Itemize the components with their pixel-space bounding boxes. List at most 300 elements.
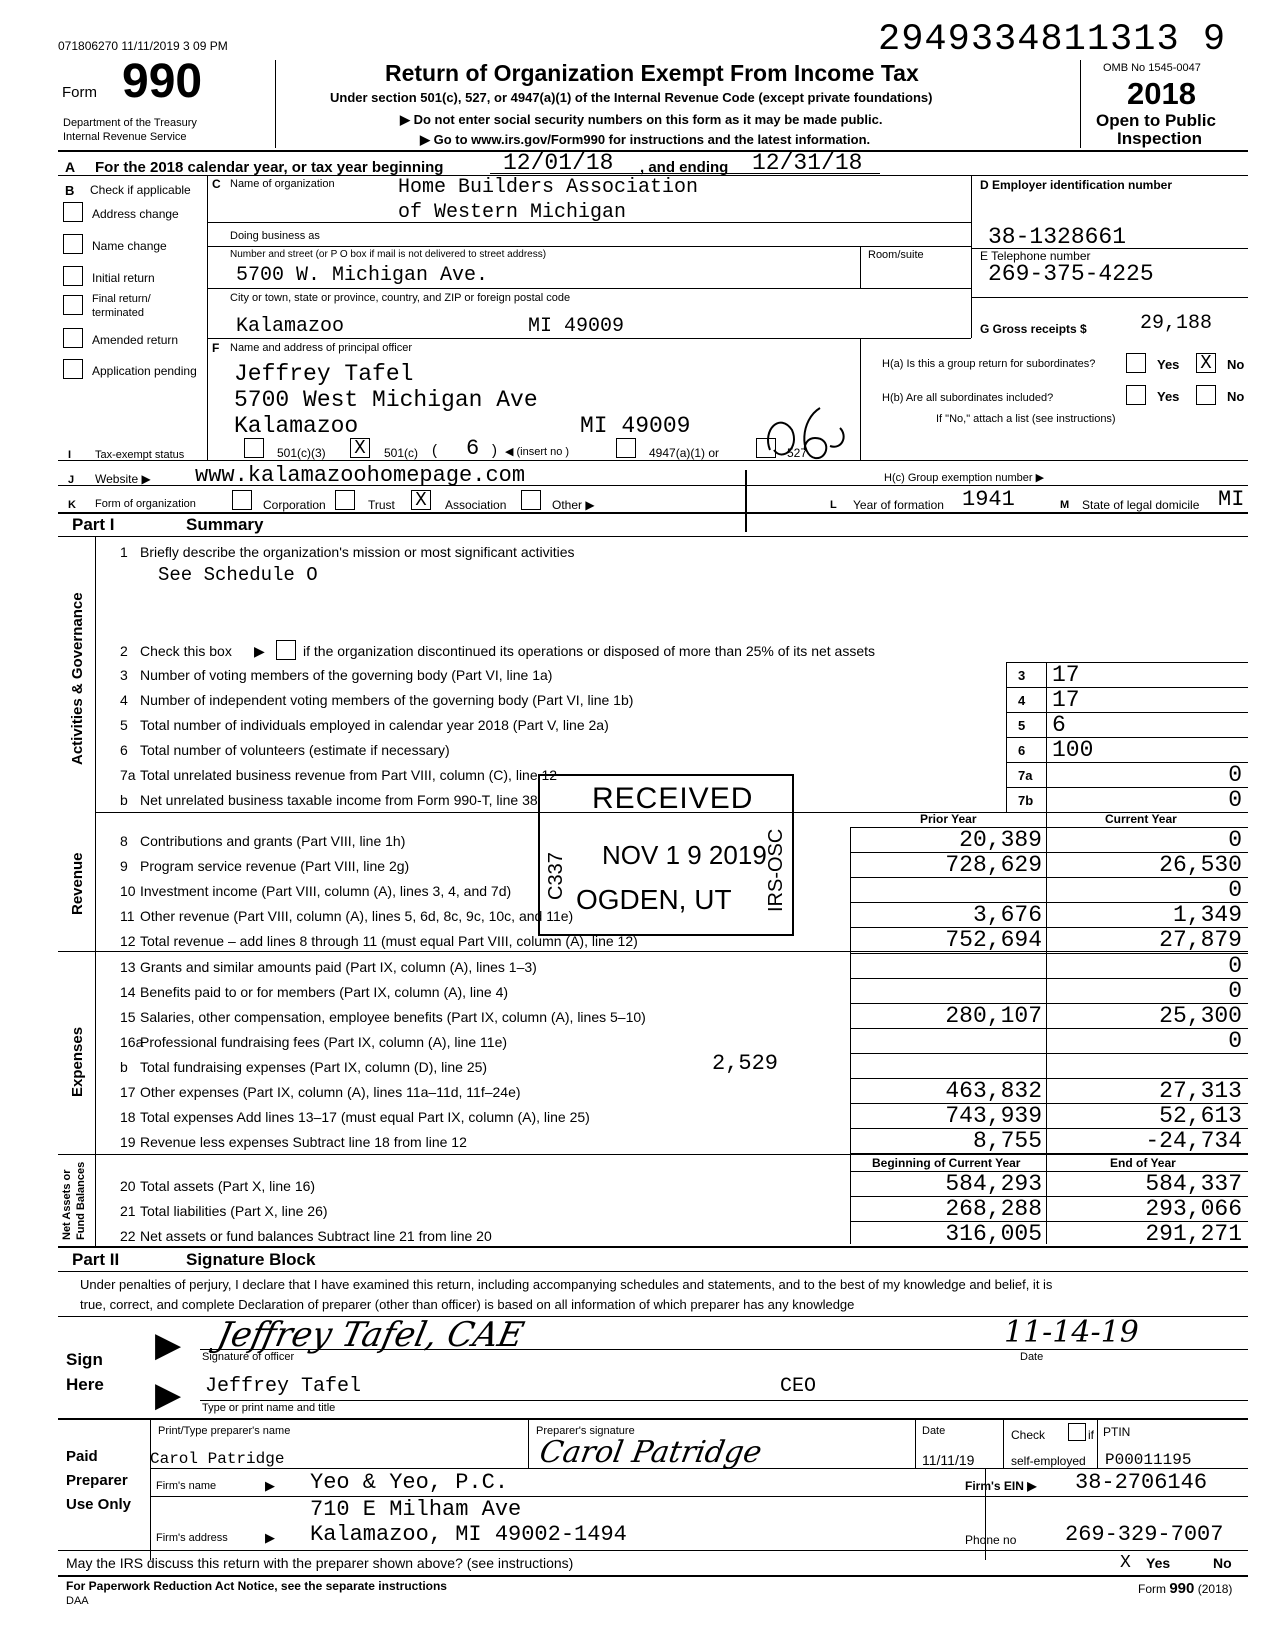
gov-line-text: Number of voting members of the governing body (Part VI, line 1a) [140,667,553,683]
rule [850,953,1248,954]
divider [528,1418,529,1468]
net-asset-line-number: 21 [120,1203,136,1219]
received-stamp [538,774,794,936]
rule [1006,712,1248,713]
col-end-year: End of Year [1110,1156,1176,1170]
ptin-value[interactable]: P00011195 [1105,1451,1192,1469]
and-ending: , and ending [640,159,729,176]
summary-line-text: Total expenses Add lines 13–17 (must equal Part IX, column (A), line 25) [140,1109,590,1125]
officer-printed-title[interactable]: CEO [780,1375,817,1398]
line-2-text-a: Check this box [140,643,232,659]
part2-label: Part II [72,1250,120,1269]
summary-line-text: Investment income (Part VIII, column (A), lines 3, 4, and 7d) [140,883,512,899]
side-label-revenue: Revenue [69,852,86,915]
hb-yes-checkbox[interactable] [1126,385,1146,405]
timestamp: 071806270 11/11/2019 3 09 PM [58,39,228,53]
ha-no-checkbox[interactable]: X [1196,353,1216,373]
street-label: Number and street (or P O box if mail is not delivered to street address) [230,249,547,260]
summary-line-text: Other expenses (Part IX, column (A), lines 11a–11d, 11f–24e) [140,1084,521,1100]
form-word: Form [62,84,97,101]
org-name-label: Name of organization [230,178,335,190]
gov-line-box: 4 [1018,693,1026,708]
discontinued-checkbox[interactable] [276,640,296,660]
checkbox-label: Final return/ terminated [92,293,151,319]
gov-line-value[interactable]: 0 [1228,787,1242,813]
rule [207,246,971,247]
current-year-value[interactable]: 26,530 [1159,852,1242,878]
col-current-year: Current Year [1105,812,1177,826]
divider [850,827,851,1154]
firm-ein-label: Firm's EIN ▶ [965,1479,1037,1493]
rule [490,173,880,174]
summary-line-number: 18 [120,1109,136,1125]
prior-year-value[interactable]: 743,939 [945,1103,1042,1129]
summary-line-number: 8 [120,833,128,849]
self-employed-checkbox[interactable] [1068,1423,1086,1441]
line-i-label: I [68,449,72,461]
rule [58,1550,1248,1551]
begin-year-value[interactable]: 584,293 [945,1171,1042,1197]
divider [860,246,861,288]
rule [1006,737,1248,738]
summary-line-number: 12 [120,933,136,949]
current-year-value[interactable]: 0 [1228,877,1242,903]
gov-line-value[interactable]: 6 [1052,712,1066,738]
penalty-text-2: true, correct, and complete Declaration of preparer (other than officer) is based on all information of which preparer has any knowledge [80,1297,855,1312]
summary-line-text: Professional fundraising fees (Part IX, column (A), line 11e) [140,1034,508,1050]
end-year-value[interactable]: 291,271 [1145,1221,1242,1247]
org-form-title: Form of organization [95,498,196,510]
current-year-value[interactable]: 0 [1228,953,1242,979]
gov-line-value[interactable]: 17 [1052,687,1080,713]
checkbox-label: Application pending [92,364,197,378]
rule [207,222,971,223]
gov-line-number: b [120,792,128,808]
officer-city[interactable]: Kalamazoo [234,413,359,439]
divider [850,1154,851,1244]
street-address[interactable]: 5700 W. Michigan Ave. [236,264,489,287]
501c3-label: 501(c)(3) [277,446,326,460]
firm-address-2[interactable]: Kalamazoo, MI 49002-1494 [310,1522,627,1547]
dept-treasury: Department of the Treasury [63,117,197,129]
end-year-value[interactable]: 293,066 [1145,1196,1242,1222]
form-title: Return of Organization Exempt From Income Tax [385,60,919,86]
prior-year-value[interactable]: 20,389 [959,827,1042,853]
gross-receipts-label: G Gross receipts $ [980,322,1087,336]
phone-no-label: Phone no [965,1533,1017,1547]
no-label: No [1227,389,1245,404]
ssn-notice: ▶ Do not enter social security numbers on this form as it may be made public. [400,112,883,127]
checkbox-label: Name change [92,239,167,253]
divider [275,60,276,148]
side-label-expenses: Expenses [69,1026,86,1097]
year-formation-label: Year of formation [853,498,944,512]
use-only-label: Use Only [66,1496,132,1513]
summary-line-number: 17 [120,1084,136,1100]
name-change-checkbox[interactable] [63,234,83,254]
501c-type[interactable]: 6 [466,436,480,461]
rule [58,1246,1248,1248]
side-label-activities: Activities & Governance [69,592,86,765]
gov-line-box: 5 [1018,718,1026,733]
rule [58,536,1248,537]
summary-line-text: Total revenue – add lines 8 through 11 (must equal Part VIII, column (A), line 12) [140,933,638,949]
current-year-value[interactable]: 0 [1228,827,1242,853]
rule [58,1575,1248,1577]
signature-label: Signature of officer [202,1351,295,1363]
rule [1006,662,1248,663]
no-label: No [1227,357,1245,372]
phone-value[interactable]: 269-375-4225 [988,261,1154,287]
ptin-label: PTIN [1103,1425,1131,1439]
gov-line-value[interactable]: 100 [1052,737,1094,763]
tax-year-begin[interactable]: 12/01/18 [503,150,614,176]
paperwork-notice: For Paperwork Reduction Act Notice, see the separate instructions [66,1579,447,1593]
arrow: ▶ [265,1478,275,1493]
501c3-checkbox[interactable] [244,438,264,458]
stamp-left-code: C337 [545,852,567,900]
rule [200,1349,1248,1350]
gov-line-number: 7a [120,767,136,783]
prep-date[interactable]: 11/11/19 [922,1452,975,1468]
divider [971,175,972,338]
gov-line-number: 4 [120,692,128,708]
association-label: Association [445,498,507,512]
prior-year-value[interactable]: 8,755 [972,1128,1042,1154]
hc-label: H(c) Group exemption number ▶ [884,472,1045,484]
room-label: Room/suite [868,249,924,261]
rule [850,877,1248,878]
ein-label: D Employer identification number [980,178,1173,192]
ha-question: H(a) Is this a group return for subordinates? [882,358,1096,370]
rule [200,1400,1248,1401]
preparer-name[interactable]: Carol Patridge [150,1450,285,1468]
association-checkbox[interactable]: X [411,490,431,510]
gov-line-text: Total number of individuals employed in calendar year 2018 (Part V, line 2a) [140,717,609,733]
check-label: Check [1011,1428,1046,1442]
divider [150,1418,151,1560]
preparer-signature[interactable]: Carol Patridge [537,1435,765,1470]
rule [58,485,1248,486]
current-year-value[interactable]: 0 [1228,978,1242,1004]
rule [58,512,1248,514]
prior-year-value[interactable]: 728,629 [945,852,1042,878]
rule [207,288,971,289]
summary-line-number: 16a [120,1034,144,1050]
summary-line-number: 19 [120,1134,136,1150]
501c-checkbox[interactable]: X [350,438,370,458]
discuss-yes-mark[interactable]: X [1120,1553,1131,1573]
begin-year-value[interactable]: 268,288 [945,1196,1042,1222]
net-asset-line-number: 22 [120,1228,136,1244]
firm-phone[interactable]: 269-329-7007 [1065,1522,1224,1547]
line-2-number: 2 [120,643,128,659]
amended-return-checkbox[interactable] [63,328,83,348]
4947-checkbox[interactable] [616,438,636,458]
section-b-label: B [65,183,75,198]
prep-date-label: Date [922,1425,946,1437]
4947-label: 4947(a)(1) or [649,446,720,460]
firm-name[interactable]: Yeo & Yeo, P.C. [310,1470,509,1495]
website-url[interactable]: www.kalamazoohomepage.com [195,463,526,488]
firm-ein[interactable]: 38-2706146 [1075,1470,1208,1495]
discuss-yes-label: Yes [1146,1555,1171,1571]
firm-address-1[interactable]: 710 E Milham Ave [310,1497,522,1522]
application-pending-checkbox[interactable] [63,359,83,379]
arrow: ▶ [265,1530,275,1545]
sign-label: Sign [66,1350,103,1369]
rule [58,150,1248,152]
corporation-label: Corporation [263,498,326,512]
tax-year: 2018 [1127,76,1196,111]
mission-value[interactable]: See Schedule O [158,564,318,586]
line-a-text: For the 2018 calendar year, or tax year beginning [95,159,444,176]
inspection: Inspection [1117,129,1203,148]
discuss-question: May the IRS discuss this return with the preparer shown above? (see instructions) [66,1555,574,1571]
paren: ( [432,442,437,459]
gov-line-text: Net unrelated business taxable income from Form 990-T, line 38 [140,792,538,808]
col-prior-year: Prior Year [920,812,977,826]
stamp-city: OGDEN, UT [576,884,732,915]
current-year-value[interactable]: -24,734 [1145,1128,1242,1154]
form-subtitle: Under section 501(c), 527, or 4947(a)(1) of the Internal Revenue Code (except private foundations) [330,90,933,105]
summary-line-number: 10 [120,883,136,899]
rule [58,460,1248,461]
gov-line-text: Total number of volunteers (estimate if necessary) [140,742,450,758]
open-public: Open to Public [1096,111,1216,130]
section-f-label: F [212,341,220,355]
city[interactable]: Kalamazoo [236,315,345,338]
net-asset-line-text: Total liabilities (Part X, line 26) [140,1203,328,1219]
line-m-label: M [1060,499,1070,511]
website-title: Website ▶ [95,472,151,486]
summary-line-number: 14 [120,984,136,1000]
part2-title: Signature Block [186,1250,316,1269]
section-c-label: C [212,177,221,191]
hb-note: If "No," attach a list (see instructions) [936,413,1116,425]
current-year-value[interactable]: 25,300 [1159,1003,1242,1029]
rule [58,1271,1248,1272]
line-j-label: J [68,474,75,486]
divider [860,338,861,460]
summary-line-text: Total fundraising expenses (Part IX, column (D), line 25) [140,1059,488,1075]
net-asset-line-text: Net assets or fund balances Subtract line 21 from line 20 [140,1228,492,1244]
firm-name-label: Firm's name [156,1480,217,1492]
address-change-checkbox[interactable] [63,202,83,222]
sign-arrow-icon: ▶ [155,1376,182,1414]
gov-line-box: 3 [1018,668,1026,683]
fundraising-expense-16b[interactable]: 2,529 [712,1051,779,1076]
date-label: Date [1020,1351,1044,1363]
stamp-received: RECEIVED [592,782,754,815]
rule [850,1053,1248,1054]
domicile-label: State of legal domicile [1082,498,1200,512]
summary-line-text: Contributions and grants (Part VIII, line 1h) [140,833,406,849]
city-label: City or town, state or province, country, and ZIP or foreign postal code [230,292,571,304]
checkbox-label: Amended return [92,333,179,347]
stamp-right-code: IRS-OSC [765,828,787,912]
rule [850,1028,1248,1029]
insert-no: ◀ (insert no ) [505,446,570,458]
side-label-net-assets: Net Assets or [61,1169,73,1240]
checkbox-label: Initial return [92,271,155,285]
summary-line-text: Revenue less expenses Subtract line 18 from line 12 [140,1134,467,1150]
side-label-fund-balances: Fund Balances [75,1161,87,1240]
divider [207,175,208,461]
rule [150,1468,1248,1469]
officer-signature[interactable]: Jeffrey Tafel, CAE [213,1315,528,1355]
gov-line-number: 5 [120,717,128,733]
ein-value[interactable]: 38-1328661 [988,224,1127,250]
gross-receipts-value[interactable]: 29,188 [1140,312,1213,335]
yes-label: Yes [1157,357,1180,372]
part1-title: Summary [186,515,264,534]
line-2-text-b: if the organization discontinued its operations or disposed of more than 25% of its net assets [303,643,876,659]
domicile-state[interactable]: MI [1218,487,1245,512]
org-name-2[interactable]: of Western Michigan [398,201,627,224]
paid-label: Paid [66,1448,98,1465]
irs-link[interactable]: ▶ Go to www.irs.gov/Form990 for instructions and the latest information. [420,132,871,147]
gov-line-text: Total unrelated business revenue from Part VIII, column (C), line 12 [140,767,558,783]
rule [58,1418,1248,1420]
divider [1003,1418,1004,1468]
org-name-1[interactable]: Home Builders Association [398,176,699,199]
trust-label: Trust [368,498,395,512]
line-1-number: 1 [120,544,128,560]
divider [915,1418,916,1468]
527-label: 527 [787,446,808,460]
hb-question: H(b) Are all subordinates included? [882,392,1054,404]
rule [1006,687,1248,688]
line-a-label: A [65,159,76,175]
signature-date[interactable]: 11-14-19 [1004,1315,1139,1350]
line-l-label: L [830,499,837,511]
line-k-label: K [68,499,76,511]
year-formation[interactable]: 1941 [962,487,1015,512]
preparer-name-label: Print/Type preparer's name [158,1425,291,1437]
initial-return-checkbox[interactable] [63,266,83,286]
prior-year-value[interactable]: 752,694 [945,927,1042,953]
gov-line-value[interactable]: 17 [1052,662,1080,688]
corporation-checkbox[interactable] [232,490,252,510]
officer-printed-name[interactable]: Jeffrey Tafel [205,1375,362,1398]
end-year-value[interactable]: 584,337 [1145,1171,1242,1197]
trust-checkbox[interactable] [335,490,355,510]
prior-year-value[interactable]: 3,676 [972,902,1042,928]
sign-arrow-icon: ▶ [155,1326,182,1364]
officer-state-zip[interactable]: MI 49009 [580,413,691,439]
summary-line-number: b [120,1059,128,1075]
rule [850,978,1248,979]
discuss-no-label: No [1213,1555,1232,1571]
part1-label: Part I [72,515,115,534]
divider [1046,662,1047,812]
current-year-value[interactable]: 27,879 [1159,927,1242,953]
stamp-date: NOV 1 9 2019 [602,840,767,870]
divider [1046,812,1047,1244]
rule [1006,787,1248,788]
gov-line-text: Number of independent voting members of the governing body (Part VI, line 1b) [140,692,634,708]
rule [971,297,1248,298]
prior-year-value[interactable]: 463,832 [945,1078,1042,1104]
divider [1097,1418,1098,1468]
gov-line-value[interactable]: 0 [1228,762,1242,788]
hb-no-checkbox[interactable] [1196,385,1216,405]
phone-label: E Telephone number [980,249,1091,263]
handwritten-code [760,400,860,470]
summary-line-text: Other revenue (Part VIII, column (A), lines 5, 6d, 8c, 9c, 10c, and 11e) [140,908,574,924]
state-zip[interactable]: MI 49009 [528,315,625,338]
rule [850,827,1248,828]
type-print-label: Type or print name and title [202,1402,336,1414]
checkbox-label: Address change [92,207,179,221]
preparer-sig-label: Preparer's signature [536,1425,635,1437]
other-checkbox[interactable] [521,490,541,510]
penalty-text-1: Under penalties of perjury, I declare that I have examined this return, including accompanying schedules and statements, and to the best of my knowledge and belief, it is [80,1277,1053,1292]
current-year-value[interactable]: 52,613 [1159,1103,1242,1129]
summary-line-number: 9 [120,858,128,874]
current-year-value[interactable]: 1,349 [1172,902,1242,928]
self-employed-label: self-employed [1011,1454,1086,1468]
officer-label: Name and address of principal officer [230,342,413,354]
current-year-value[interactable]: 27,313 [1159,1078,1242,1104]
begin-year-value[interactable]: 316,005 [945,1221,1042,1247]
rule [207,338,971,339]
dept-irs: Internal Revenue Service [63,131,187,143]
summary-line-number: 15 [120,1009,136,1025]
daa-label: DAA [66,1595,89,1607]
divider [1080,60,1081,148]
other-label: Other ▶ [552,498,595,512]
net-asset-line-number: 20 [120,1178,136,1194]
section-b-title: Check if applicable [90,183,191,197]
gov-line-box: 7a [1018,768,1033,783]
rule [1006,762,1248,763]
firm-address-label: Firm's address [156,1532,228,1544]
preparer-label: Preparer [66,1472,128,1489]
current-year-value[interactable]: 0 [1228,1028,1242,1054]
form-number: 990 [122,55,203,108]
divider [1006,662,1007,812]
summary-line-number: 13 [120,959,136,975]
prior-year-value[interactable]: 280,107 [945,1003,1042,1029]
summary-line-text: Grants and similar amounts paid (Part IX, column (A), lines 1–3) [140,959,537,975]
officer-address[interactable]: 5700 West Michigan Ave [234,387,538,413]
gov-line-number: 3 [120,667,128,683]
arrow: ▶ [254,643,265,659]
summary-line-text: Salaries, other compensation, employee benefits (Part IX, column (A), lines 5–10) [140,1009,646,1025]
rule [58,951,1248,952]
omb-number: OMB No 1545-0047 [1103,62,1201,74]
yes-label: Yes [1157,389,1180,404]
col-begin-year: Beginning of Current Year [872,1156,1021,1170]
dba-label: Doing business as [230,230,320,242]
here-label: Here [66,1375,104,1394]
final-return-checkbox[interactable] [63,295,83,315]
divider [95,536,96,1248]
rule [58,1154,1248,1155]
officer-name[interactable]: Jeffrey Tafel [234,361,414,387]
ha-yes-checkbox[interactable] [1126,353,1146,373]
summary-line-text: Program service revenue (Part VIII, line 2g) [140,858,410,874]
line-1-text: Briefly describe the organization's mission or most significant activities [140,544,575,560]
gov-line-number: 6 [120,742,128,758]
net-asset-line-text: Total assets (Part X, line 16) [140,1178,316,1194]
gov-line-box: 7b [1018,793,1034,808]
tax-exempt-title: Tax-exempt status [95,449,185,461]
gov-line-box: 6 [1018,743,1026,758]
tax-year-end[interactable]: 12/31/18 [752,150,863,176]
